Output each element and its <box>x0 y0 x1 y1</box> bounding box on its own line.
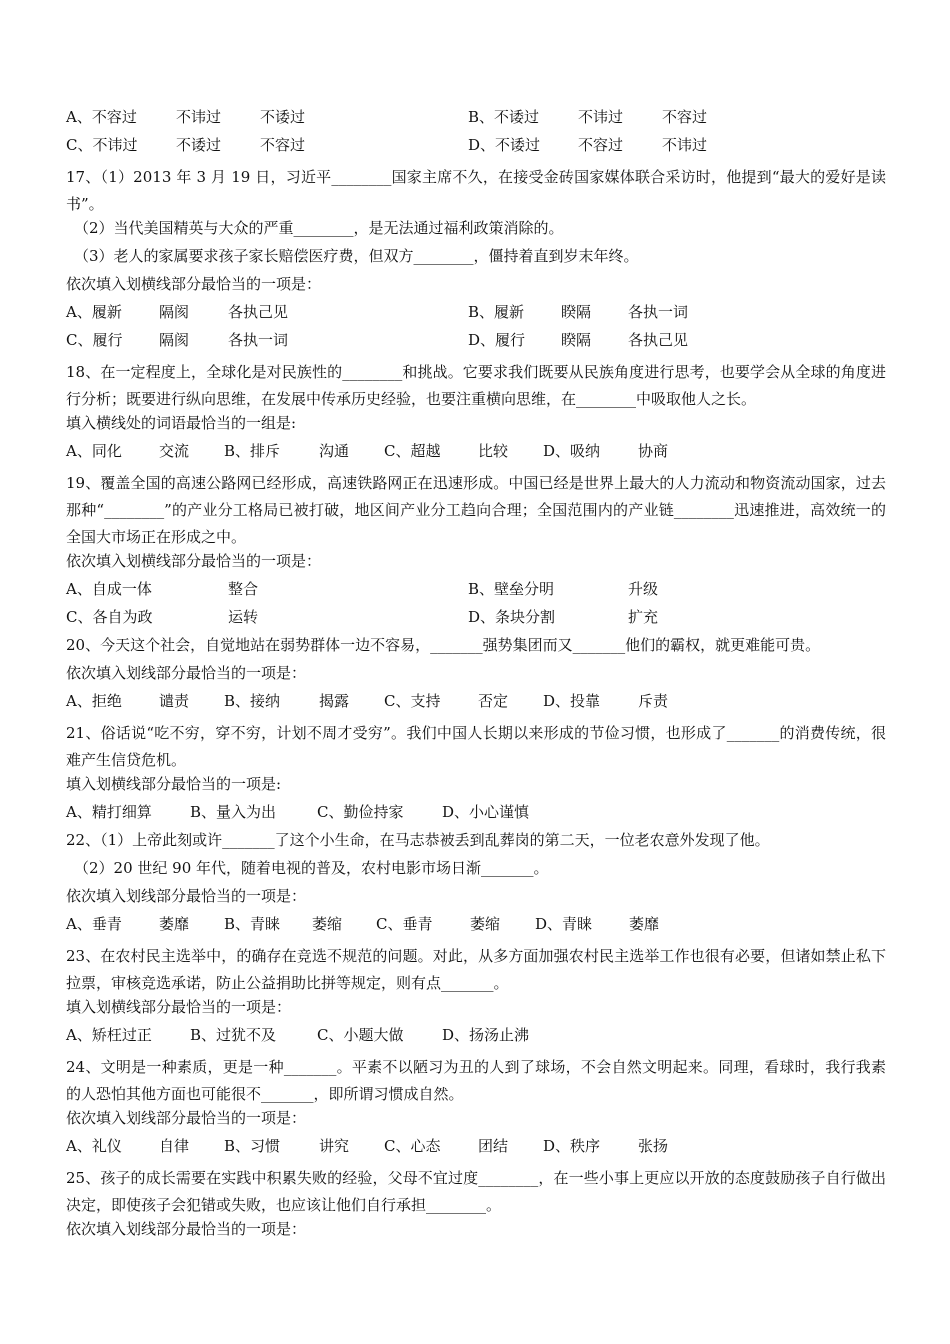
q16-options-row-1 <box>66 108 886 127</box>
q17-option-b[interactable]: B、履新 <box>468 303 525 321</box>
q17-option-c-word-3: 各执一词 <box>228 331 289 349</box>
q16-option-d-word-2: 不容过 <box>578 136 624 154</box>
q22-option-b[interactable]: B、青睐 <box>224 915 281 933</box>
q16-option-a-word-2: 不讳过 <box>176 108 222 126</box>
q24-option-c[interactable]: C、心态 <box>384 1137 441 1155</box>
q22-option-c[interactable]: C、垂青 <box>376 915 433 933</box>
q17-stem-3: （3）老人的家属要求孩子家长赔偿医疗费，但双方________，僵持着直到岁末年终。 <box>74 247 639 265</box>
q24-option-c-word-2: 团结 <box>478 1137 509 1155</box>
question-page <box>66 108 886 1248</box>
q21-prompt: 填入划横线部分最恰当的一项是: <box>66 775 282 793</box>
q17-option-a-word-2: 隔阂 <box>159 303 190 321</box>
q16-option-a-word-3: 不诿过 <box>260 108 306 126</box>
q19-stem: 19、覆盖全国的高速公路网已经形成，高速铁路网正在迅速形成。中国已经是世界上最大的人力流动和物资流动国家，过去那种“________”的产业分工格局已被打破，地区间产业分工趋向合理；全国范围内的产业链________迅速推进，高效统一的全国大市场正在形成之中。 <box>66 474 886 546</box>
q18-option-d[interactable]: D、吸纳 <box>543 442 601 460</box>
q19-option-c-word-2: 运转 <box>228 608 259 626</box>
q24-option-b-word-2: 讲究 <box>319 1137 350 1155</box>
q25-prompt: 依次填入划线部分最恰当的一项是： <box>66 1220 307 1238</box>
q17-option-b-word-3: 各执一词 <box>628 303 689 321</box>
q16-option-b-word-3: 不容过 <box>662 108 708 126</box>
q22-option-d-word-2: 萎靡 <box>629 915 660 933</box>
q24-option-d[interactable]: D、秩序 <box>543 1137 601 1155</box>
q23-option-b[interactable]: B、过犹不及 <box>190 1026 277 1044</box>
q24-stem: 24、文明是一种素质，更是一种_______。平素不以陋习为丑的人到了球场，不会自然文明起来。同理，看球时，我行我素的人恐怕其他方面也可能很不_______，即所谓习惯成自然。 <box>66 1058 886 1103</box>
q20-option-c[interactable]: C、支持 <box>384 692 441 710</box>
q19-option-c[interactable]: C、各自为政 <box>66 608 153 626</box>
q23-options <box>66 1026 886 1045</box>
q16-option-c[interactable]: C、不讳过 <box>66 136 138 154</box>
q19-option-a[interactable]: A、自成一体 <box>66 580 152 598</box>
q16-option-c-word-3: 不容过 <box>260 136 306 154</box>
q17-options-row-2 <box>66 331 886 350</box>
q21-option-c[interactable]: C、勤俭持家 <box>317 803 404 821</box>
q17-prompt: 依次填入划横线部分最恰当的一项是： <box>66 275 322 293</box>
q20-option-a[interactable]: A、拒绝 <box>66 692 122 710</box>
q21-option-b[interactable]: B、量入为出 <box>190 803 277 821</box>
q22-option-b-word-2: 萎缩 <box>312 915 343 933</box>
q20-prompt: 依次填入划线部分最恰当的一项是： <box>66 664 307 682</box>
q17-option-b-word-2: 睽隔 <box>561 303 592 321</box>
q20-option-c-word-2: 否定 <box>478 692 509 710</box>
q16-option-d[interactable]: D、不诿过 <box>468 136 541 154</box>
q17-options-row-1 <box>66 303 886 322</box>
q17-option-d-word-3: 各执己见 <box>628 331 689 349</box>
q18-option-c-word-2: 比较 <box>478 442 509 460</box>
q18-option-b[interactable]: B、排斥 <box>224 442 281 460</box>
q17-stem-2: （2）当代美国精英与大众的严重________，是无法通过福利政策消除的。 <box>74 219 564 237</box>
q21-stem: 21、俗话说“吃不穷，穿不穷，计划不周才受穷”。我们中国人长期以来形成的节俭习惯，也形成了_______的消费传统，很难产生信贷危机。 <box>66 724 886 769</box>
q17-option-a-word-3: 各执己见 <box>228 303 289 321</box>
q19-options-row-1 <box>66 580 886 599</box>
q18-option-a[interactable]: A、同化 <box>66 442 122 460</box>
q19-option-b[interactable]: B、壁垒分明 <box>468 580 555 598</box>
q16-option-c-word-2: 不诿过 <box>176 136 222 154</box>
q20-option-d[interactable]: D、投靠 <box>543 692 601 710</box>
q22-options <box>66 915 886 934</box>
q18-option-c[interactable]: C、超越 <box>384 442 441 460</box>
q21-option-a[interactable]: A、精打细算 <box>66 803 152 821</box>
q20-options <box>66 692 886 711</box>
q18-stem: 18、在一定程度上，全球化是对民族性的________和挑战。它要求我们既要从民族角度进行思考，也要学会从全球的角度进行分析；既要进行纵向思维，在发展中传承历史经验，也要注重横向思维，在________中吸取他人之长。 <box>66 363 886 408</box>
q17-option-d-word-2: 睽隔 <box>561 331 592 349</box>
q22-option-a-word-2: 萎靡 <box>159 915 190 933</box>
q17-option-a[interactable]: A、履新 <box>66 303 122 321</box>
q24-option-a[interactable]: A、礼仪 <box>66 1137 122 1155</box>
q24-options <box>66 1137 886 1156</box>
q19-prompt: 依次填入划横线部分最恰当的一项是： <box>66 552 322 570</box>
q18-option-d-word-2: 协商 <box>638 442 669 460</box>
q22-option-d[interactable]: D、青睐 <box>535 915 593 933</box>
q24-option-b[interactable]: B、习惯 <box>224 1137 281 1155</box>
q17-stem-1: 17、（1）2013 年 3 月 19 日，习近平________国家主席不久，在接受金砖国家媒体联合采访时，他提到“最大的爱好是读书”。 <box>66 168 886 213</box>
q25-stem: 25、孩子的成长需要在实践中积累失败的经验，父母不宜过度________，在一些小事上更应以开放的态度鼓励孩子自行做出决定，即使孩子会犯错或失败，也应该让他们自行承担________。 <box>66 1169 886 1214</box>
q20-option-b-word-2: 揭露 <box>319 692 350 710</box>
q19-options-row-2 <box>66 608 886 627</box>
q16-option-b-word-2: 不讳过 <box>578 108 624 126</box>
q23-prompt: 填入划横线部分最恰当的一项是： <box>66 998 292 1016</box>
q20-stem: 20、今天这个社会，自觉地站在弱势群体一边不容易，_______强势集团而又_______他们的霸权，就更难能可贵。 <box>66 636 821 654</box>
q17-option-c-word-2: 隔阂 <box>159 331 190 349</box>
q16-option-d-word-3: 不讳过 <box>662 136 708 154</box>
q24-option-a-word-2: 自律 <box>159 1137 190 1155</box>
q22-prompt: 依次填入划线部分最恰当的一项是： <box>66 887 307 905</box>
q20-option-a-word-2: 谴责 <box>159 692 190 710</box>
q19-option-d[interactable]: D、条块分割 <box>468 608 556 626</box>
q22-stem-1: 22、（1）上帝此刻或许_______了这个小生命，在马志恭被丢到乱葬岗的第二天，一位老农意外发现了他。 <box>66 831 770 849</box>
q23-option-d[interactable]: D、扬汤止沸 <box>442 1026 530 1044</box>
q17-option-d[interactable]: D、履行 <box>468 331 526 349</box>
q18-option-b-word-2: 沟通 <box>319 442 350 460</box>
q23-option-a[interactable]: A、矫枉过正 <box>66 1026 152 1044</box>
q20-option-d-word-2: 斥责 <box>638 692 669 710</box>
q20-option-b[interactable]: B、接纳 <box>224 692 281 710</box>
q18-options <box>66 442 886 461</box>
q19-option-d-word-2: 扩充 <box>628 608 659 626</box>
q22-stem-2: （2）20 世纪 90 年代，随着电视的普及，农村电影市场日渐_______。 <box>74 859 549 877</box>
q23-stem: 23、在农村民主选举中，的确存在竞选不规范的问题。对此，从多方面加强农村民主选举工作也很有必要，但诸如禁止私下拉票，审核竞选承诺，防止公益捐助比拼等规定，则有点_______。 <box>66 947 886 992</box>
q22-option-a[interactable]: A、垂青 <box>66 915 122 933</box>
q22-option-c-word-2: 萎缩 <box>470 915 501 933</box>
q18-option-a-word-2: 交流 <box>159 442 190 460</box>
q21-options <box>66 803 886 822</box>
q21-option-d[interactable]: D、小心谨慎 <box>442 803 530 821</box>
q16-options-row-2 <box>66 136 886 155</box>
q17-option-c[interactable]: C、履行 <box>66 331 123 349</box>
q18-prompt: 填入横线处的词语最恰当的一组是: <box>66 414 297 432</box>
q19-option-b-word-2: 升级 <box>628 580 659 598</box>
q19-option-a-word-2: 整合 <box>228 580 259 598</box>
q16-option-b[interactable]: B、不诿过 <box>468 108 540 126</box>
q23-option-c[interactable]: C、小题大做 <box>317 1026 404 1044</box>
q24-option-d-word-2: 张扬 <box>638 1137 669 1155</box>
q24-prompt: 依次填入划线部分最恰当的一项是： <box>66 1109 307 1127</box>
q16-option-a[interactable]: A、不容过 <box>66 108 137 126</box>
